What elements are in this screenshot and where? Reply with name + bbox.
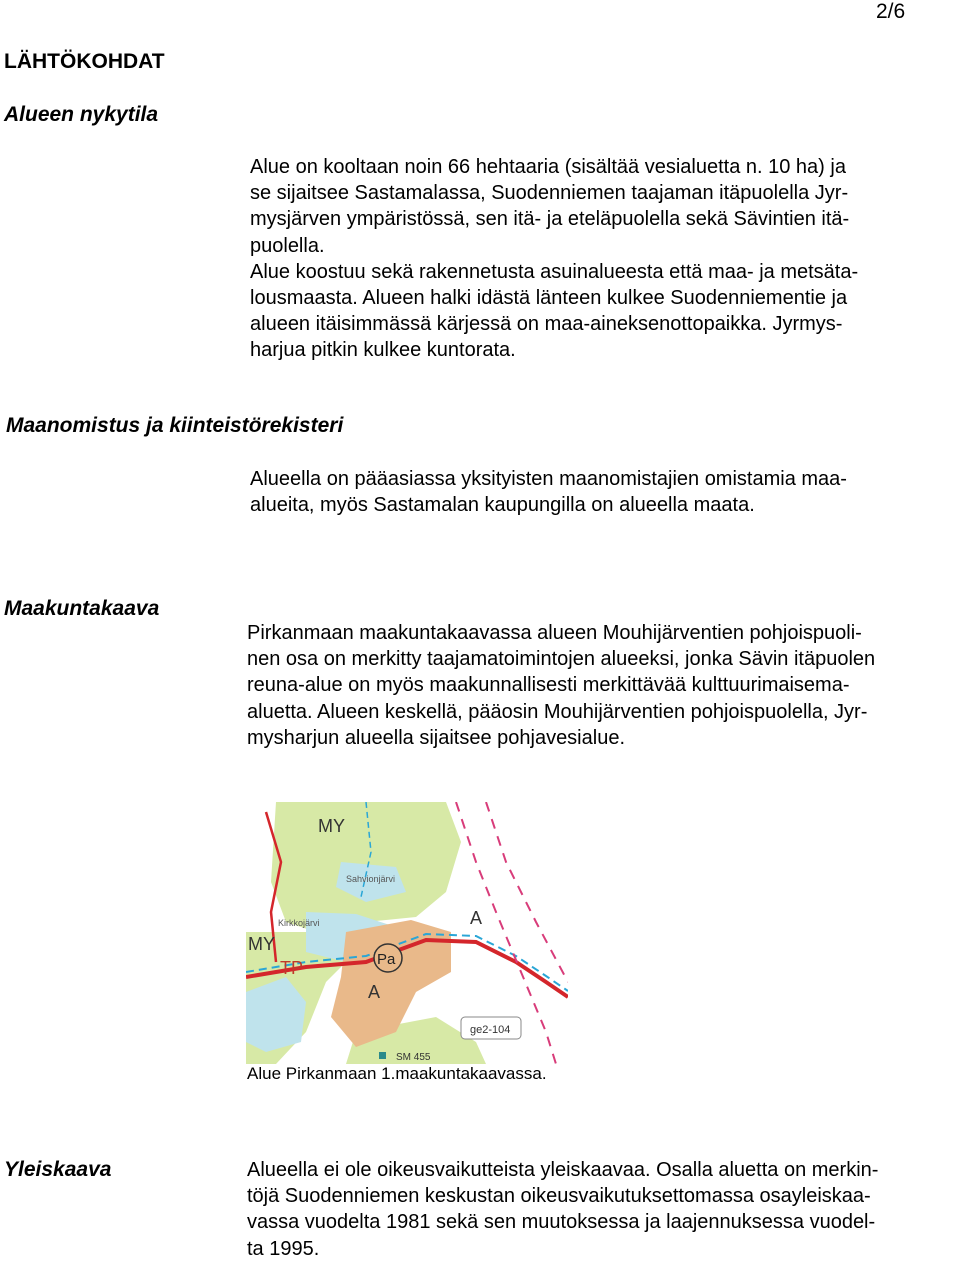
section-heading-nykytila: Alueen nykytila (4, 103, 159, 126)
map-label-a-left: A (368, 982, 381, 1002)
section-text-yleiskaava: Alueella ei ole oikeusvaikutteista yleiskaavaa. Osalla aluetta on merkin- töjä Suodenniemen keskustan oikeusvaikutuksettomassa osayleiskaa- vassa vuodelta 1981 sekä sen muutoksessa ja laajennuksessa vuodel- ta 1995. (247, 1159, 879, 1260)
map-label-tp: TP (280, 958, 304, 978)
section-heading-maanomistus: Maanomistus ja kiinteistörekisteri (6, 414, 344, 437)
section-heading-maakuntakaava: Maakuntakaava (4, 597, 160, 620)
main-heading: LÄHTÖKOHDAT (4, 50, 165, 73)
section-text-maanomistus: Alueella on pääasiassa yksityisten maanomistajien omistamia maa- alueita, myös Sastamalan kaupungilla on alueella maata. (250, 468, 847, 517)
map-label-ge: ge2-104 (470, 1024, 511, 1036)
map-label-lake2: Sahvionjärvi (346, 874, 396, 884)
map-label-pa: Pa (377, 951, 396, 968)
section-text-maakuntakaava: Pirkanmaan maakuntakaavassa alueen Mouhijärventien pohjoispuoli- nen osa on merkitty taajamatoimintojen alueeksi, jonka Sävin itäpuolen reuna-alue on myös maakunnallisesti merkittävää kulttuurimaisema- aluetta. Alueen keskellä, pääosin Mouhijärventien pohjoispuolella, Jyr- mysharjun alueella sijaitsee pohjavesialue. (247, 622, 876, 749)
map-label-my-top: MY (318, 816, 345, 836)
section-text-nykytila: Alue on kooltaan noin 66 hehtaaria (sisältää vesialuetta n. 10 ha) ja se sijaitsee Sastamalassa, Suodenniemen taajaman itäpuolella Jyr- mysjärven ympäristössä, sen itä- ja eteläpuolella sekä Sävintien itä- puolella. Alue koostuu sekä rakennetusta asuinalueesta että maa- ja metsäta- lousmaasta. Alueen halki idästä länteen kulkee Suodenniementie ja alueen itäisimmässä kärjessä on maa-aineksenottopaikka. Jyrmys- harjua pitkin kulkee kuntorata. (250, 156, 859, 362)
regional-plan-map (246, 802, 568, 1064)
map-label-sm: SM 455 (396, 1052, 431, 1063)
section-heading-yleiskaava: Yleiskaava (4, 1158, 112, 1181)
map-caption: Alue Pirkanmaan 1.maakuntakaavassa. (247, 1064, 547, 1083)
map-label-my-left: MY (248, 934, 275, 954)
map-label-a-right: A (470, 908, 483, 928)
page-number: 2/6 (876, 0, 906, 23)
map-label-lake1: Kirkkojärvi (278, 918, 320, 928)
